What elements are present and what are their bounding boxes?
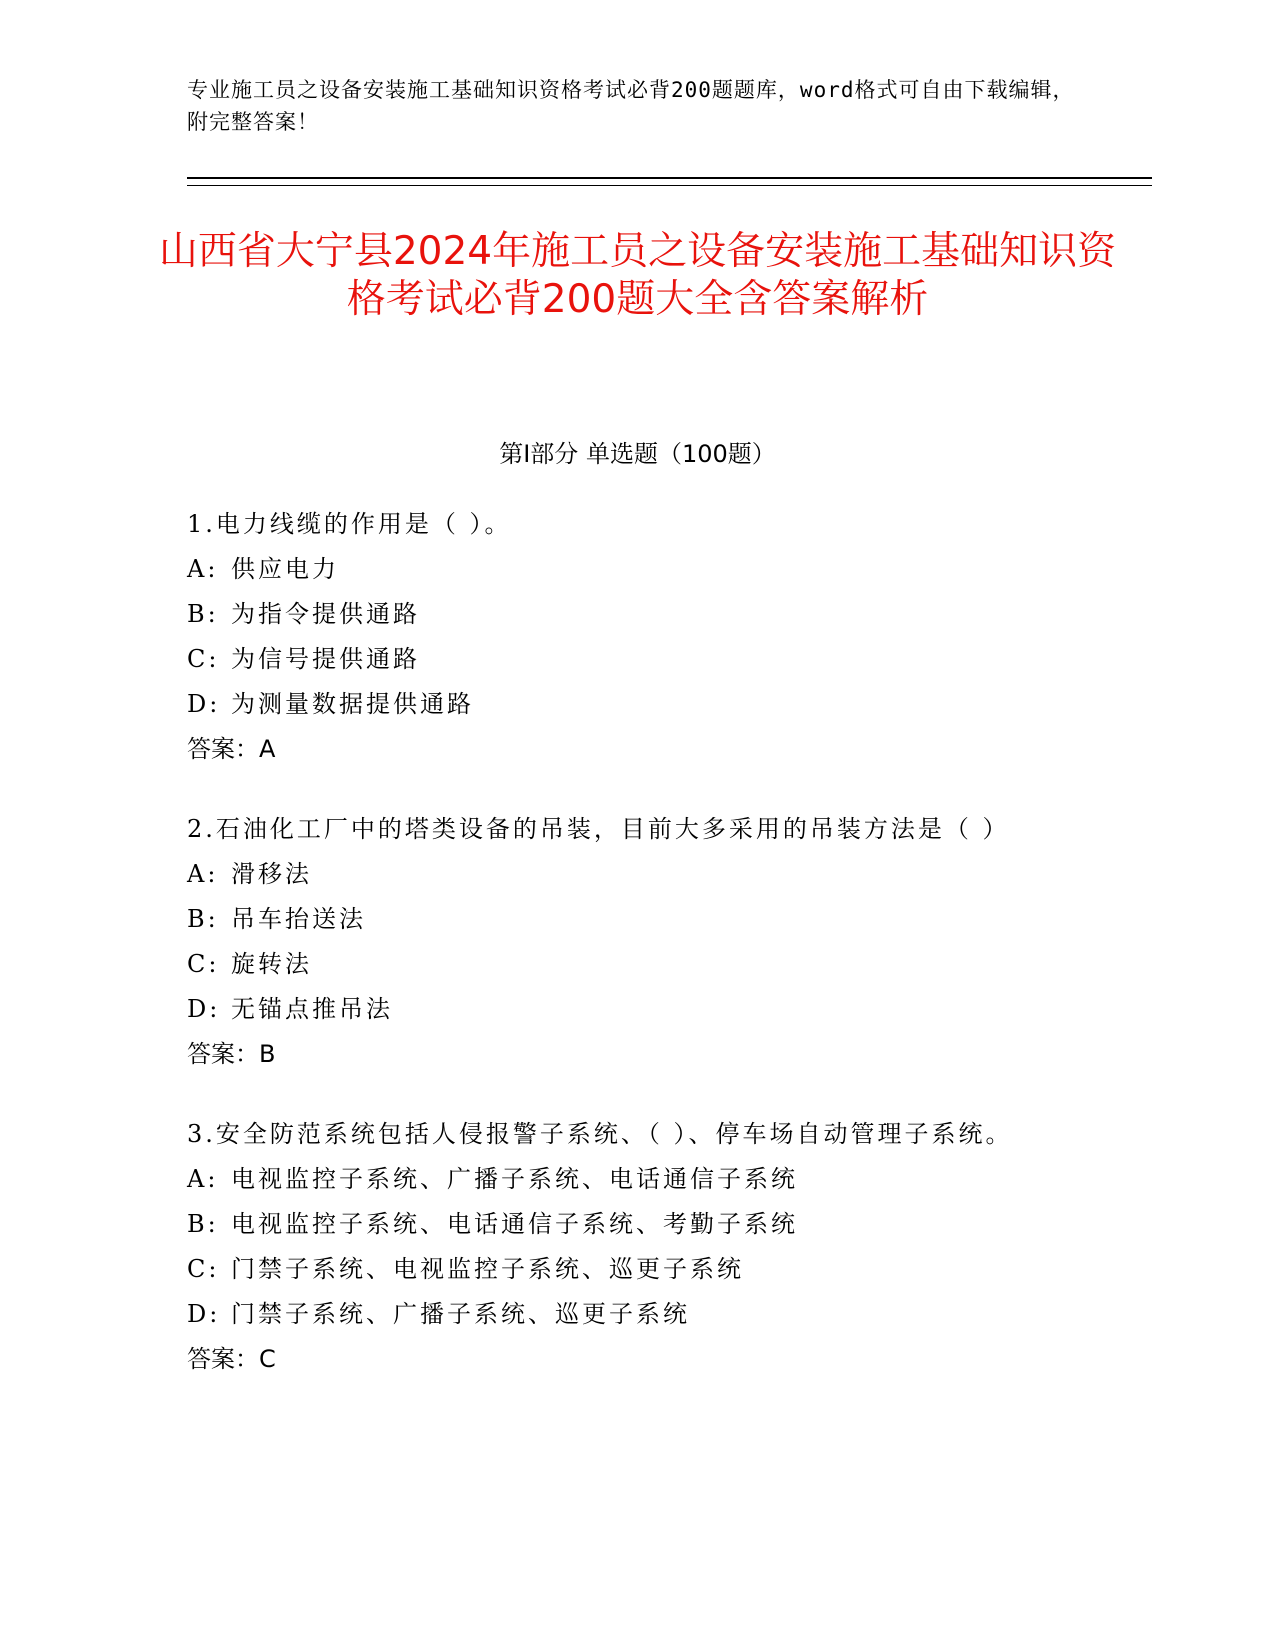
option-d bbox=[187, 987, 1087, 1032]
option-text: 滑移法 bbox=[231, 860, 312, 888]
question-3 bbox=[187, 1112, 1087, 1382]
header-divider-thick bbox=[187, 177, 1152, 179]
header-divider-thin bbox=[187, 185, 1152, 186]
option-key: B: bbox=[187, 1210, 219, 1238]
option-key: A: bbox=[187, 860, 219, 888]
option-b bbox=[187, 897, 1087, 942]
option-key: D: bbox=[187, 995, 221, 1023]
option-key: B: bbox=[187, 600, 219, 628]
option-text: 电视监控子系统、广播子系统、电话通信子系统 bbox=[231, 1165, 798, 1193]
header-note: 专业施工员之设备安装施工基础知识资格考试必背200题题库，word格式可自由下载编辑，附完整答案！ bbox=[187, 78, 1075, 134]
question-stem: 1.电力线缆的作用是（ ）。 bbox=[187, 510, 512, 538]
option-key: C: bbox=[187, 645, 220, 673]
option-key: A: bbox=[187, 555, 219, 583]
question-stem: 2.石油化工厂中的塔类设备的吊装，目前大多采用的吊装方法是（ ） bbox=[187, 815, 1010, 843]
option-text: 旋转法 bbox=[231, 950, 312, 978]
document-title: 山西省大宁县2024年施工员之设备安装施工基础知识资格考试必背200题大全含答案解析 bbox=[158, 229, 1117, 322]
option-key: D: bbox=[187, 1300, 221, 1328]
answer-line: 答案：C bbox=[187, 1345, 276, 1373]
option-a bbox=[187, 1157, 1087, 1202]
section-title: 第I部分 单选题（100题） bbox=[499, 440, 776, 468]
question-2 bbox=[187, 807, 1087, 1077]
option-a bbox=[187, 852, 1087, 897]
option-b bbox=[187, 1202, 1087, 1247]
question-1 bbox=[187, 502, 1087, 772]
option-text: 为指令提供通路 bbox=[231, 600, 420, 628]
option-key: D: bbox=[187, 690, 221, 718]
option-text: 门禁子系统、电视监控子系统、巡更子系统 bbox=[231, 1255, 744, 1283]
answer-line: 答案：A bbox=[187, 735, 276, 763]
option-text: 为测量数据提供通路 bbox=[231, 690, 474, 718]
option-text: 为信号提供通路 bbox=[231, 645, 420, 673]
option-text: 电视监控子系统、电话通信子系统、考勤子系统 bbox=[231, 1210, 798, 1238]
answer-line: 答案：B bbox=[187, 1040, 276, 1068]
option-text: 供应电力 bbox=[231, 555, 339, 583]
option-key: C: bbox=[187, 950, 220, 978]
option-d bbox=[187, 682, 1087, 727]
option-text: 门禁子系统、广播子系统、巡更子系统 bbox=[231, 1300, 690, 1328]
question-stem: 3.安全防范系统包括人侵报警子系统、（ ）、停车场自动管理子系统。 bbox=[187, 1120, 1013, 1148]
option-c bbox=[187, 942, 1087, 987]
option-a bbox=[187, 547, 1087, 592]
option-c bbox=[187, 1247, 1087, 1292]
option-text: 无锚点推吊法 bbox=[231, 995, 393, 1023]
option-key: B: bbox=[187, 905, 219, 933]
option-b bbox=[187, 592, 1087, 637]
option-c bbox=[187, 637, 1087, 682]
option-d bbox=[187, 1292, 1087, 1337]
option-key: A: bbox=[187, 1165, 219, 1193]
option-text: 吊车抬送法 bbox=[231, 905, 366, 933]
option-key: C: bbox=[187, 1255, 220, 1283]
